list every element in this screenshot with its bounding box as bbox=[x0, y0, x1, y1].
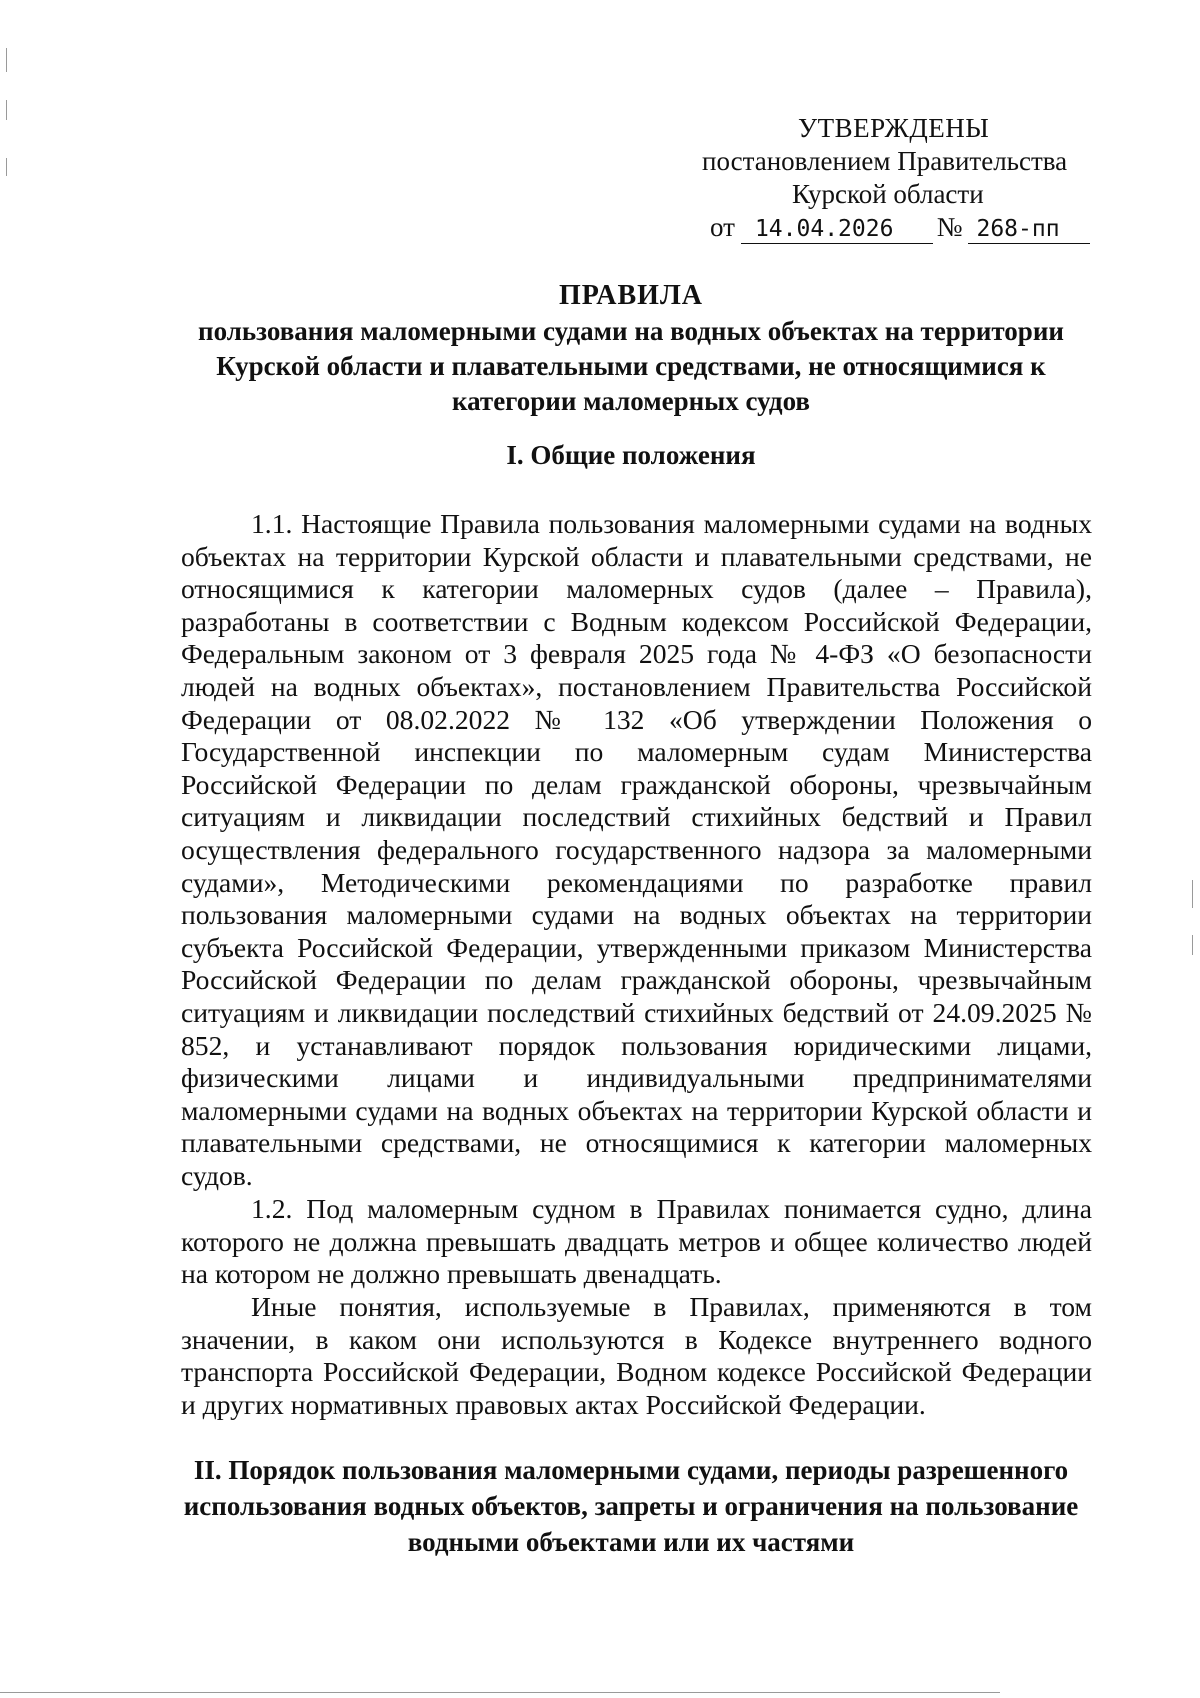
approval-authority: постановлением Правительства bbox=[702, 146, 1068, 176]
date-prefix: от bbox=[710, 212, 735, 242]
approval-date: 14.04.2026 bbox=[741, 215, 933, 244]
section-1-paragraph-2 bbox=[181, 1193, 1092, 1291]
section-heading-2: II. Порядок пользования маломерными судами, периоды разрешенного использования водных объектов, запреты и ограничения на пользование водными объектами или их частями bbox=[183, 1455, 1079, 1557]
approval-number: 268-пп bbox=[968, 215, 1090, 244]
scan-bottom-edge bbox=[0, 1692, 1000, 1693]
section-1-paragraph-3 bbox=[181, 1291, 1092, 1421]
approval-region: Курской области bbox=[792, 179, 984, 209]
paragraph: 1.2. Под маломерным судном в Правилах понимается судно, длина которого не должна превышать двадцать метров и общее количество людей на котором не должно превышать двенадцать. bbox=[181, 1193, 1092, 1290]
scan-artifact bbox=[1192, 880, 1193, 908]
scan-artifact bbox=[6, 158, 7, 176]
document-subtitle: пользования маломерными судами на водных объектах на территории Курской области и плавательными средствами, не относящимися к категории маломерных судов bbox=[198, 316, 1064, 416]
scan-artifact bbox=[1192, 935, 1193, 955]
paragraph: Иные понятия, используемые в Правилах, применяются в том значении, в каком они используются в Кодексе внутреннего водного транспорта Российской Федерации, Водном кодексе Российской Федерации и других нормативных правовых актах Российской Федерации. bbox=[181, 1291, 1092, 1420]
approval-title: УТВЕРЖДЕНЫ bbox=[798, 113, 990, 143]
document-title-block bbox=[170, 278, 1092, 419]
paragraph: 1.1. Настоящие Правила пользования маломерными судами на водных объектах на территории Курской области и плавательными средствами, не относящимися к категории маломерных судов (далее – Правила), разработаны в соответствии с Водным кодексом Российской Федерации, Федеральным законом от 3 февраля 2025 года № 4-ФЗ «О безопасности людей на водных объектах», постановлением Правительства Российской Федерации от 08.02.2022 № 132 «Об утверждении Положения о Государственной инспекции по маломерным судам Министерства Российской Федерации по делам гражданской обороны, чрезвычайным ситуациям и ликвидации последствий стихийных бедствий и Правил осуществления федерального государственного надзора за маломерными судами», Методическими рекомендациями по разработке правил пользования маломерными судами на водных объектах на территории субъекта Российской Федерации, утвержденными приказом Министерства Российской Федерации по делам гражданской обороны, чрезвычайным ситуациям и ликвидации последствий стихийных бедствий от 24.09.2025 № 852, и устанавливают порядок пользования юридическими лицами, физическими лицами и индивидуальными предпринимателями маломерными судами на водных объектах на территории Курской области и плавательными средствами, не относящимися к категории маломерных судов. bbox=[181, 508, 1092, 1191]
section-heading-1: I. Общие положения bbox=[506, 440, 756, 470]
approval-block bbox=[700, 112, 1090, 244]
scan-artifact bbox=[6, 48, 7, 72]
document-title: ПРАВИЛА bbox=[558, 280, 704, 311]
scan-artifact bbox=[6, 100, 7, 120]
number-prefix: № bbox=[936, 212, 963, 242]
section-1-paragraph-1 bbox=[181, 508, 1092, 1192]
approval-date-row bbox=[700, 211, 1090, 244]
